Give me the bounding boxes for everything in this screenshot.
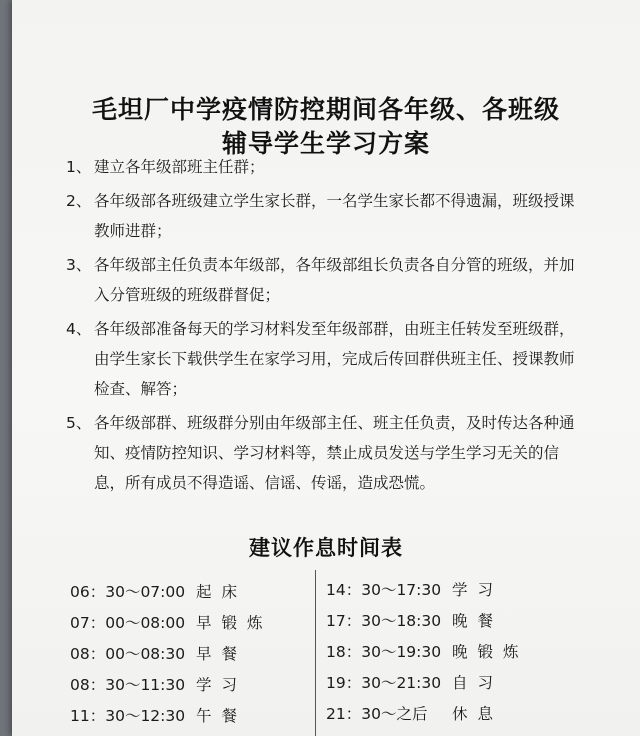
- schedule-activity: 早锻炼: [196, 614, 273, 632]
- schedule-activity: 学习: [196, 676, 248, 694]
- document-title-line1: 毛坦厂中学疫情防控期间各年级、各班级: [91, 95, 560, 124]
- schedule-time: 18：30～19:30: [326, 643, 442, 661]
- paper-notice: [12, 0, 640, 736]
- schedule-time: 17：30～18:30: [326, 612, 442, 630]
- item-number: 2、: [66, 192, 92, 210]
- item-text: 各年级部准备每天的学习材料发至年级部群，由班主任转发至班级群，由学生家长下载供学生在家学习用，完成后传回群供班主任、授课教师检查、解答；: [94, 320, 575, 398]
- schedule-activity: 晚餐: [452, 612, 504, 630]
- schedule-activity: 学习: [452, 581, 504, 599]
- item-text: 建立各年级部班主任群；: [94, 158, 265, 176]
- item-text: 各年级部群、班级群分别由年级部主任、班主任负责，及时传达各种通知、疫情防控知识、学习材料等，禁止成员发送与学生学习无关的信息，所有成员不得造谣、信谣、传谣，造成恐慌。: [94, 414, 575, 492]
- document-title-line2: 辅导学生学习方案: [221, 129, 430, 158]
- schedule-time: 14：30～17:30: [326, 581, 442, 599]
- item-number: 3、: [66, 256, 92, 274]
- schedule-activity: 自习: [452, 674, 504, 692]
- schedule-activity: 早餐: [196, 645, 248, 663]
- item-text: 各年级部各班级建立学生家长群，一名学生家长都不得遗漏，班级授课教师进群；: [94, 192, 575, 240]
- schedule-time: 08：00～08:30: [70, 645, 186, 663]
- item-text: 各年级部主任负责本年级部，各年级部组长负责各自分管的班级，并加入分管班级的班级群督促；: [94, 256, 575, 304]
- schedule-activity: 休息: [452, 705, 504, 723]
- schedule-time: 07：00～08:00: [70, 614, 186, 632]
- list-item: [66, 186, 586, 246]
- item-number: 1、: [66, 158, 92, 176]
- schedule-time: 21：30～之后: [326, 705, 428, 723]
- item-number: 4、: [66, 320, 92, 338]
- schedule-time: 08：30～11:30: [70, 676, 186, 694]
- schedule-divider: [315, 570, 316, 736]
- item-number: 5、: [66, 414, 92, 432]
- schedule-time: 19：30～21:30: [326, 674, 442, 692]
- schedule-time: 11：30～12:30: [70, 707, 186, 725]
- schedule-activity: 起床: [196, 583, 248, 601]
- list-item: [66, 250, 586, 310]
- schedule-activity: 晚锻炼: [452, 643, 529, 661]
- list-item: [66, 408, 586, 498]
- list-item: [66, 314, 586, 404]
- schedule-activity: 午餐: [196, 707, 248, 725]
- schedule-time: 06：30～07:00: [70, 583, 186, 601]
- list-item: [66, 152, 586, 182]
- schedule-title: 建议作息时间表: [249, 536, 403, 560]
